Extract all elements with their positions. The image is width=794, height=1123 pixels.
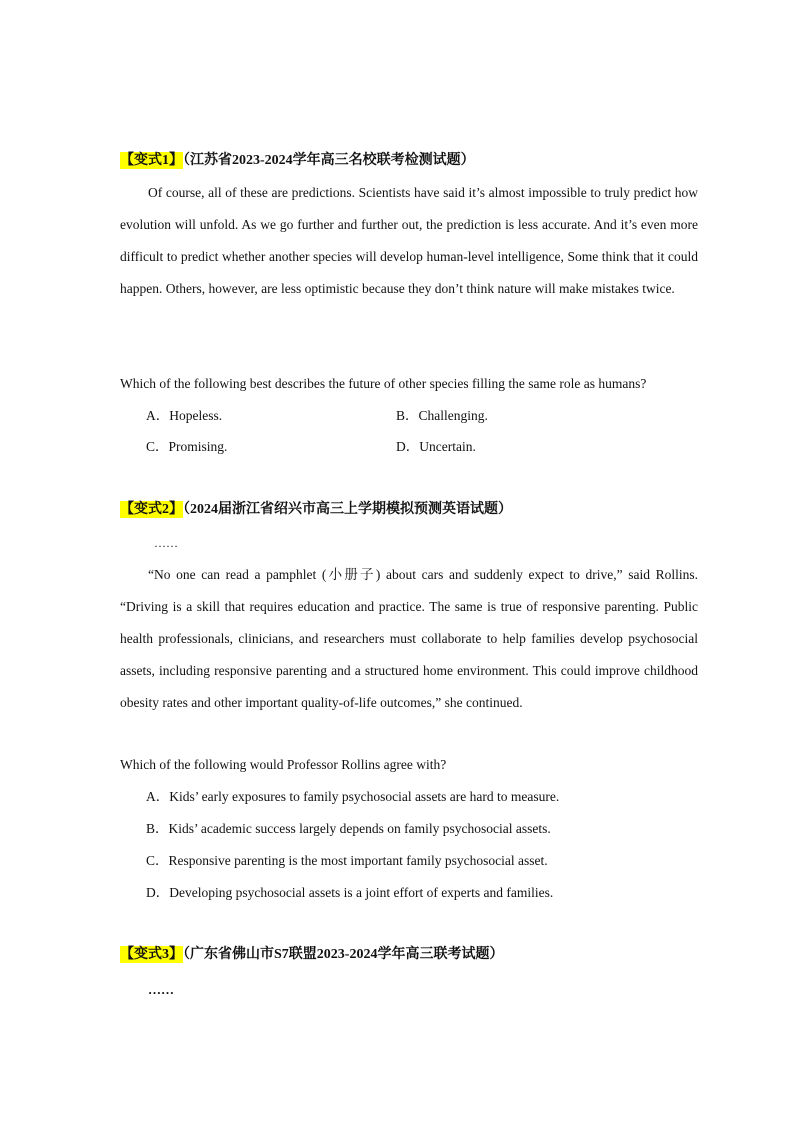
section1-option-d: D．Uncertain. <box>396 439 476 454</box>
section3-heading <box>120 945 698 965</box>
section1-heading <box>120 151 698 171</box>
section2-question: Which of the following would Professor Rollins agree with? <box>120 757 447 772</box>
section1-option-c: C．Promising. <box>146 439 228 454</box>
section3-tag: 【变式3】 <box>120 947 183 962</box>
section2-heading <box>120 500 698 520</box>
section2-ellipsis: …… <box>154 536 178 550</box>
section3-source: （广东省佛山市S7联盟2023-2024学年高三联考试题） <box>183 947 504 962</box>
section1-question: Which of the following best describes the future of other species filling the same role as humans? <box>120 376 647 391</box>
section1-option-b: B．Challenging. <box>396 408 488 423</box>
section2-option-c: C．Responsive parenting is the most important family psychosocial asset. <box>146 853 548 868</box>
section2-option-d: D．Developing psychosocial assets is a joint effort of experts and families. <box>146 885 554 900</box>
section1-passage: Of course, all of these are predictions. Scientists have said it’s almost impossible to truly predict how evolution will unfold. As we go further and further out, the prediction is less accurate. And it’s even more difficult to predict whether another species will develop human-level intelligence, Some think that it could happen. Others, however, are less optimistic because they don’t think nature will make mistakes twice. <box>120 185 698 296</box>
section1-source: （江苏省2023-2024学年高三名校联考检测试题） <box>183 153 475 168</box>
section2-passage: “No one can read a pamphlet (小册子) about cars and suddenly expect to drive,” said Rollins. “Driving is a skill that requires education and practice. The same is true of responsive parenting. Public health professionals, clinicians, and researchers must collaborate to help families develop psychosocial assets, including responsive parenting and a structured home environment. This could improve childhood obesity rates and other important quality-of-life outcomes,” she continued. <box>120 567 698 710</box>
section1-tag: 【变式1】 <box>120 153 183 168</box>
section1-option-a: A．Hopeless. <box>146 408 223 423</box>
section2-tag: 【变式2】 <box>120 502 183 517</box>
section2-option-b: B．Kids’ academic success largely depends on family psychosocial assets. <box>146 821 551 836</box>
section3-ellipsis: …… <box>148 982 174 997</box>
section2-source: （2024届浙江省绍兴市高三上学期模拟预测英语试题） <box>183 502 512 517</box>
section2-option-a: A．Kids’ early exposures to family psychosocial assets are hard to measure. <box>146 789 560 804</box>
